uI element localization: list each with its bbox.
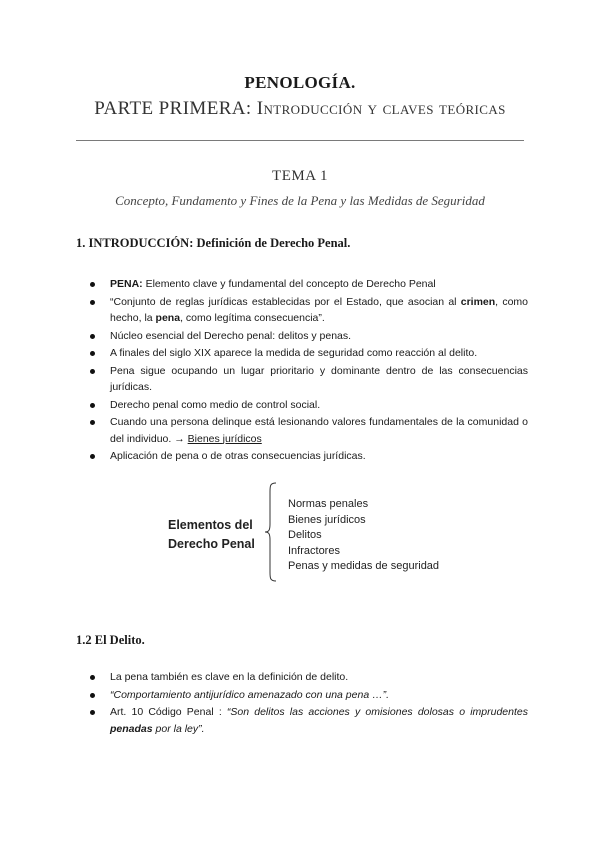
diagram-item: Bienes jurídicos	[288, 513, 366, 526]
tema-title: TEMA 1	[272, 168, 328, 184]
bullet-icon	[90, 300, 95, 305]
bold-term: PENA:	[110, 278, 143, 290]
bold-term: penadas	[110, 722, 153, 735]
list-item	[90, 276, 528, 293]
list-item	[90, 669, 528, 686]
diagram-item: Infractores	[288, 544, 340, 557]
bullet-icon	[90, 351, 95, 356]
bullet-icon	[90, 403, 95, 408]
bullet-text: “Conjunto de reglas jurídicas establecidas por el Estado, que asocian al	[110, 295, 461, 308]
document-title: PENOLOGÍA.	[244, 73, 356, 92]
tema-subtitle: Concepto, Fundamento y Fines de la Pena y las Medidas de Seguridad	[115, 193, 485, 208]
bullet-icon	[90, 710, 95, 715]
curly-brace-icon	[264, 482, 278, 582]
horizontal-divider	[76, 140, 524, 141]
list-item	[90, 414, 528, 447]
bullet-icon	[90, 675, 95, 680]
list-item	[90, 294, 528, 327]
bullet-text: Elemento clave y fundamental del concepto de Derecho Penal	[142, 278, 436, 290]
list-item	[90, 328, 528, 345]
bullet-text: , como hecho, la	[110, 295, 529, 324]
bienes-juridicos-link: Bienes jurídicos	[187, 432, 262, 445]
bullet-icon	[90, 454, 95, 459]
list-item	[90, 704, 528, 737]
bullet-icon	[90, 369, 95, 374]
diagram-items	[288, 497, 439, 575]
list-item	[90, 687, 528, 704]
bullet-icon	[90, 693, 95, 698]
diagram-item: Penas y medidas de seguridad	[288, 560, 440, 572]
bullet-text: Derecho penal como medio de control social.	[110, 398, 321, 411]
bullet-text: Núcleo esencial del Derecho penal: delitos y penas.	[110, 329, 352, 342]
bullet-icon	[90, 420, 95, 425]
bold-term: crimen	[460, 295, 496, 308]
list-item	[90, 345, 528, 362]
delito-bullet-list	[90, 669, 528, 738]
diagram-label: Elementos del Derecho Penal	[168, 518, 255, 551]
bullet-icon	[90, 334, 95, 339]
part-title: PARTE PRIMERA: Introducción y claves teóricas	[94, 98, 506, 119]
list-item	[90, 397, 528, 414]
diagram-item: Delitos	[288, 529, 322, 541]
bullet-text: Aplicación de pena o de otras consecuencias jurídicas.	[110, 450, 366, 462]
bullet-text: Pena sigue ocupando un lugar prioritario y dominante dentro de las consecuencias jurídicas.	[110, 364, 528, 393]
quote-text: por la ley”.	[152, 722, 205, 735]
bullet-icon	[90, 282, 95, 287]
bullet-text: , como legítima consecuencia”.	[180, 312, 325, 324]
bullet-text: Cuando una persona delinque está lesionando valores fundamentales de la comunidad o del individuo. →	[110, 416, 528, 445]
quote-text: “Son delitos las acciones y omisiones dolosas o imprudentes	[226, 706, 528, 718]
list-item	[90, 363, 528, 396]
bullet-text: “Comportamiento antijurídico amenazado con una pena …”.	[110, 688, 389, 701]
bullet-text: A finales del siglo XIX aparece la medida de seguridad como reacción al delito.	[110, 347, 478, 359]
bullet-text: Art. 10 Código Penal :	[110, 706, 227, 718]
introduccion-bullet-list	[90, 276, 528, 466]
diagram-item: Normas penales	[288, 498, 369, 510]
section-heading-introduccion: 1. INTRODUCCIÓN: Definición de Derecho Penal.	[76, 236, 351, 250]
bold-term: pena	[155, 312, 181, 324]
list-item	[90, 448, 528, 465]
bullet-text: La pena también es clave en la definición de delito.	[110, 671, 349, 683]
section-heading-delito: 1.2 El Delito.	[76, 633, 145, 647]
